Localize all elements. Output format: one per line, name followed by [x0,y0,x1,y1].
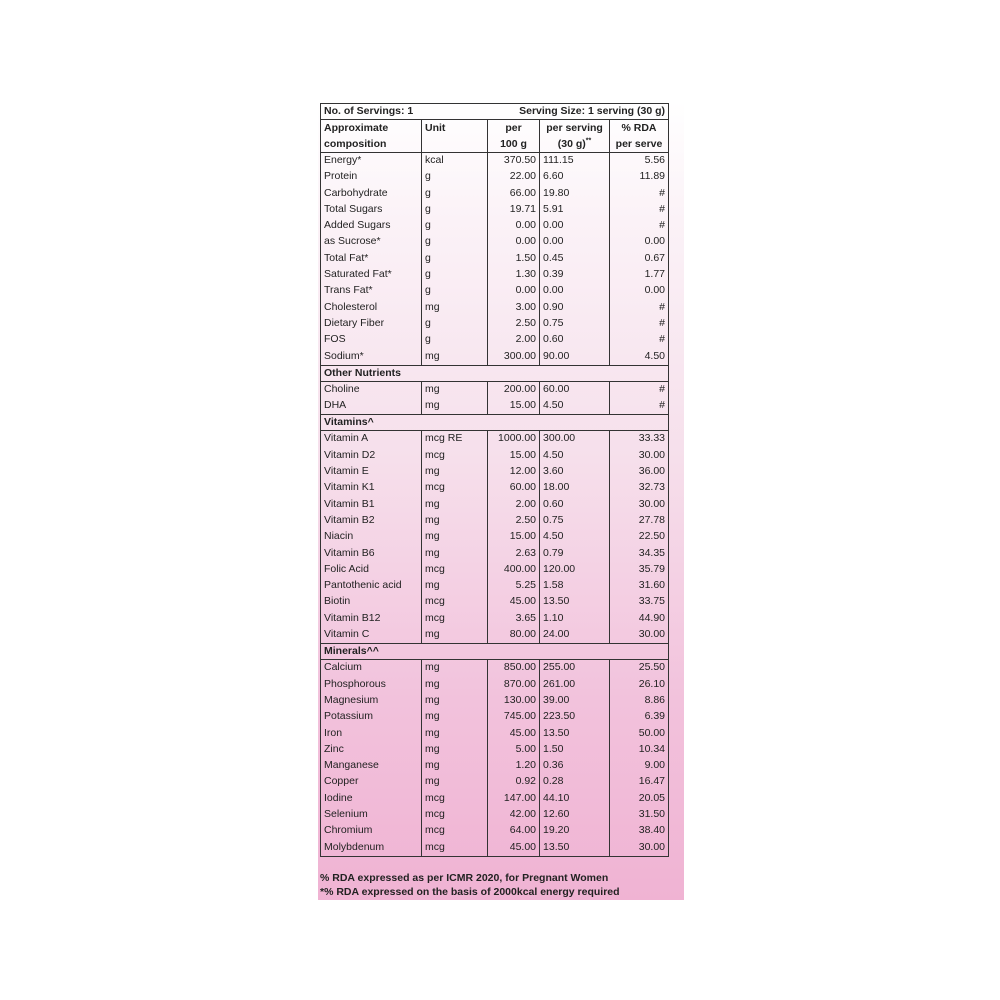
section-header-row [321,415,669,431]
nutrient-per-serving: 0.90 [540,300,610,316]
nutrient-row [321,497,669,513]
nutrient-row [321,611,669,627]
nutrient-row [321,202,669,218]
nutrient-name: Protein [321,169,422,185]
nutrient-rda: 20.05 [610,791,669,807]
section-header-row [321,644,669,660]
nutrient-rda: 22.50 [610,529,669,545]
nutrient-rda: # [610,300,669,316]
servings-row [321,104,669,120]
nutrient-per-100g: 147.00 [488,791,540,807]
nutrient-row [321,186,669,202]
nutrient-per-100g: 15.00 [488,529,540,545]
nutrient-row [321,218,669,234]
nutrient-name: Iron [321,726,422,742]
nutrient-name: Manganese [321,758,422,774]
nutrient-row [321,267,669,283]
nutrient-name: Energy* [321,153,422,170]
nutrient-per-serving: 4.50 [540,448,610,464]
nutrient-row [321,726,669,742]
nutrient-rda: 10.34 [610,742,669,758]
nutrient-name: Vitamin K1 [321,480,422,496]
nutrient-per-serving: 13.50 [540,840,610,857]
nutrient-name: Zinc [321,742,422,758]
nutrient-per-100g: 60.00 [488,480,540,496]
nutrient-per-100g: 0.00 [488,234,540,250]
column-header-row-2 [321,136,669,153]
nutrient-name: Biotin [321,594,422,610]
nutrient-unit: mg [422,758,488,774]
col-per100-line1: per [488,120,540,137]
nutrient-per-serving: 13.50 [540,726,610,742]
nutrient-per-serving: 255.00 [540,660,610,677]
nutrient-per-100g: 5.25 [488,578,540,594]
nutrient-unit: mg [422,381,488,398]
nutrient-name: Potassium [321,709,422,725]
col-perserving-text: (30 g) [557,138,586,150]
nutrient-row [321,807,669,823]
nutrient-name: Total Sugars [321,202,422,218]
nutrient-per-serving: 0.79 [540,546,610,562]
nutrient-unit: mcg [422,480,488,496]
nutrient-unit: g [422,283,488,299]
nutrient-rda: 30.00 [610,448,669,464]
nutrient-per-100g: 22.00 [488,169,540,185]
nutrient-rda: 9.00 [610,758,669,774]
col-composition-line1: Approximate [321,120,422,137]
nutrient-rda: 4.50 [610,349,669,366]
nutrient-per-serving: 39.00 [540,693,610,709]
nutrient-rda: 0.00 [610,283,669,299]
nutrient-unit: mg [422,627,488,644]
nutrient-rda: # [610,316,669,332]
nutrient-unit: g [422,251,488,267]
nutrient-per-serving: 111.15 [540,153,610,170]
nutrient-per-100g: 80.00 [488,627,540,644]
nutrient-unit: mg [422,693,488,709]
nutrient-row [321,283,669,299]
nutrient-unit: mg [422,546,488,562]
nutrient-name: as Sucrose* [321,234,422,250]
nutrient-rda: 0.67 [610,251,669,267]
nutrient-rda: 30.00 [610,840,669,857]
nutrient-rda: 33.33 [610,431,669,448]
nutrient-row [321,840,669,857]
section-title: Minerals^^ [321,644,669,660]
nutrient-unit: g [422,218,488,234]
nutrient-unit: mcg [422,611,488,627]
section-title: Vitamins^ [321,415,669,431]
nutrient-per-serving: 60.00 [540,381,610,398]
footnotes [320,871,682,899]
nutrient-name: Vitamin B1 [321,497,422,513]
nutrient-unit: mg [422,578,488,594]
nutrient-per-serving: 0.45 [540,251,610,267]
nutrient-per-serving: 0.75 [540,316,610,332]
col-rda-line1: % RDA [610,120,669,137]
nutrient-row [321,398,669,415]
nutrient-unit: mg [422,677,488,693]
nutrient-rda: 44.90 [610,611,669,627]
nutrient-row [321,791,669,807]
nutrient-unit: mg [422,529,488,545]
nutrient-unit: mg [422,726,488,742]
nutrient-row [321,153,669,170]
nutrient-row [321,677,669,693]
nutrient-per-100g: 3.65 [488,611,540,627]
nutrient-unit: mg [422,300,488,316]
nutrient-rda: 27.78 [610,513,669,529]
nutrient-name: Vitamin D2 [321,448,422,464]
nutrient-row [321,562,669,578]
nutrient-per-serving: 0.00 [540,218,610,234]
nutrient-row [321,480,669,496]
nutrient-per-100g: 45.00 [488,840,540,857]
nutrient-row [321,251,669,267]
nutrient-row [321,349,669,366]
nutrient-name: Vitamin B2 [321,513,422,529]
nutrient-row [321,513,669,529]
nutrient-rda: 31.50 [610,807,669,823]
nutrient-per-serving: 300.00 [540,431,610,448]
nutrient-row [321,234,669,250]
nutrient-name: Carbohydrate [321,186,422,202]
footnote-1: % RDA expressed as per ICMR 2020, for Pregnant Women [320,872,609,884]
nutrient-rda: 31.60 [610,578,669,594]
nutrient-per-serving: 1.10 [540,611,610,627]
nutrient-per-100g: 370.50 [488,153,540,170]
nutrient-per-serving: 0.28 [540,774,610,790]
nutrient-per-100g: 19.71 [488,202,540,218]
nutrient-unit: mcg RE [422,431,488,448]
nutrient-per-100g: 1000.00 [488,431,540,448]
nutrient-unit: mcg [422,840,488,857]
servings-count: No. of Servings: 1 [321,104,488,120]
nutrient-name: Copper [321,774,422,790]
nutrient-name: Selenium [321,807,422,823]
nutrient-per-100g: 1.30 [488,267,540,283]
nutrient-name: Vitamin B6 [321,546,422,562]
nutrient-per-100g: 2.63 [488,546,540,562]
nutrient-row [321,169,669,185]
nutrient-per-serving: 6.60 [540,169,610,185]
nutrient-row [321,578,669,594]
nutrient-per-100g: 870.00 [488,677,540,693]
col-rda-line2: per serve [610,136,669,153]
nutrient-per-serving: 0.00 [540,234,610,250]
nutrient-unit: g [422,186,488,202]
nutrient-unit: g [422,202,488,218]
nutrient-per-serving: 44.10 [540,791,610,807]
nutrient-per-100g: 2.00 [488,332,540,348]
nutrient-name: Vitamin C [321,627,422,644]
col-composition-line2: composition [321,136,422,153]
nutrient-name: FOS [321,332,422,348]
nutrient-per-100g: 0.92 [488,774,540,790]
nutrient-row [321,823,669,839]
nutrient-row [321,529,669,545]
nutrient-rda: # [610,381,669,398]
nutrient-name: Pantothenic acid [321,578,422,594]
nutrient-per-serving: 261.00 [540,677,610,693]
nutrient-name: Total Fat* [321,251,422,267]
nutrient-unit: kcal [422,153,488,170]
nutrient-unit: g [422,332,488,348]
nutrient-rda: 26.10 [610,677,669,693]
nutrient-row [321,546,669,562]
nutrient-per-serving: 0.00 [540,283,610,299]
nutrient-row [321,758,669,774]
nutrient-name: Molybdenum [321,840,422,857]
nutrient-unit: g [422,267,488,283]
nutrient-name: Choline [321,381,422,398]
nutrient-rda: 33.75 [610,594,669,610]
nutrient-per-100g: 12.00 [488,464,540,480]
nutrient-rda: 38.40 [610,823,669,839]
column-header-row-1 [321,120,669,137]
nutrient-name: Chromium [321,823,422,839]
nutrient-rda: 30.00 [610,627,669,644]
nutrient-unit: mg [422,709,488,725]
nutrient-per-100g: 130.00 [488,693,540,709]
col-unit-blank [422,136,488,153]
nutrient-name: Magnesium [321,693,422,709]
nutrient-row [321,774,669,790]
nutrient-rda: 11.89 [610,169,669,185]
nutrient-per-100g: 200.00 [488,381,540,398]
nutrient-per-serving: 1.58 [540,578,610,594]
nutrient-per-serving: 90.00 [540,349,610,366]
nutrient-per-serving: 0.60 [540,332,610,348]
nutrient-row [321,300,669,316]
footnote-2: *% RDA expressed on the basis of 2000kcal energy required [320,886,620,898]
nutrient-per-100g: 15.00 [488,398,540,415]
nutrient-unit: mcg [422,562,488,578]
nutrient-name: Trans Fat* [321,283,422,299]
nutrient-per-100g: 0.00 [488,218,540,234]
nutrient-row [321,448,669,464]
nutrient-unit: mg [422,349,488,366]
nutrient-row [321,709,669,725]
nutrient-per-100g: 45.00 [488,726,540,742]
section-title: Other Nutrients [321,365,669,381]
section-header-row [321,365,669,381]
nutrient-name: Sodium* [321,349,422,366]
nutrient-per-100g: 1.20 [488,758,540,774]
nutrient-unit: mcg [422,791,488,807]
nutrient-unit: mcg [422,594,488,610]
nutrient-per-100g: 2.50 [488,316,540,332]
nutrient-per-100g: 745.00 [488,709,540,725]
nutrient-per-serving: 120.00 [540,562,610,578]
nutrient-per-serving: 4.50 [540,529,610,545]
nutrient-row [321,660,669,677]
nutrient-name: Saturated Fat* [321,267,422,283]
col-perserving-line1: per serving [540,120,610,137]
nutrient-rda: 8.86 [610,693,669,709]
nutrient-per-100g: 300.00 [488,349,540,366]
nutrient-unit: g [422,234,488,250]
nutrient-name: Iodine [321,791,422,807]
nutrient-rda: 30.00 [610,497,669,513]
nutrition-table [320,103,669,857]
nutrient-unit: mg [422,660,488,677]
nutrient-per-100g: 1.50 [488,251,540,267]
col-per100-line2: 100 g [488,136,540,153]
nutrient-per-100g: 45.00 [488,594,540,610]
nutrient-rda: 0.00 [610,234,669,250]
nutrient-unit: mg [422,742,488,758]
nutrient-unit: mcg [422,807,488,823]
col-perserving-mark: ** [585,137,592,145]
nutrient-name: Cholesterol [321,300,422,316]
nutrient-rda: 16.47 [610,774,669,790]
nutrient-unit: mg [422,398,488,415]
nutrient-row [321,381,669,398]
nutrient-per-serving: 0.75 [540,513,610,529]
nutrient-unit: mcg [422,823,488,839]
nutrient-row [321,431,669,448]
nutrient-row [321,316,669,332]
nutrient-name: Folic Acid [321,562,422,578]
nutrient-name: Calcium [321,660,422,677]
nutrient-per-100g: 15.00 [488,448,540,464]
nutrition-facts-panel [318,101,684,900]
nutrient-rda: 5.56 [610,153,669,170]
nutrient-row [321,742,669,758]
nutrient-name: Vitamin B12 [321,611,422,627]
nutrient-name: DHA [321,398,422,415]
nutrient-per-serving: 18.00 [540,480,610,496]
nutrient-per-100g: 0.00 [488,283,540,299]
nutrient-per-serving: 0.60 [540,497,610,513]
nutrient-per-100g: 66.00 [488,186,540,202]
nutrient-rda: # [610,186,669,202]
nutrient-per-100g: 2.50 [488,513,540,529]
nutrient-name: Vitamin E [321,464,422,480]
nutrient-per-serving: 223.50 [540,709,610,725]
nutrient-rda: 35.79 [610,562,669,578]
nutrient-per-serving: 0.39 [540,267,610,283]
nutrient-per-100g: 5.00 [488,742,540,758]
nutrient-name: Dietary Fiber [321,316,422,332]
nutrient-row [321,594,669,610]
nutrient-name: Added Sugars [321,218,422,234]
nutrient-row [321,693,669,709]
nutrient-row [321,464,669,480]
nutrient-per-100g: 400.00 [488,562,540,578]
nutrient-unit: mg [422,497,488,513]
nutrient-rda: # [610,202,669,218]
nutrient-rda: 34.35 [610,546,669,562]
nutrient-row [321,332,669,348]
nutrient-per-100g: 42.00 [488,807,540,823]
nutrient-rda: # [610,218,669,234]
nutrient-per-serving: 1.50 [540,742,610,758]
nutrient-per-serving: 19.20 [540,823,610,839]
nutrient-per-serving: 5.91 [540,202,610,218]
nutrient-per-serving: 24.00 [540,627,610,644]
nutrient-name: Phosphorous [321,677,422,693]
nutrient-unit: mg [422,513,488,529]
nutrient-unit: mcg [422,448,488,464]
nutrient-per-serving: 0.36 [540,758,610,774]
nutrient-per-serving: 19.80 [540,186,610,202]
nutrient-rda: # [610,332,669,348]
nutrient-per-100g: 3.00 [488,300,540,316]
nutrient-unit: g [422,169,488,185]
nutrient-rda: 6.39 [610,709,669,725]
nutrient-rda: # [610,398,669,415]
nutrient-rda: 1.77 [610,267,669,283]
nutrient-rda: 50.00 [610,726,669,742]
nutrient-row [321,627,669,644]
nutrient-unit: mg [422,464,488,480]
nutrient-per-100g: 2.00 [488,497,540,513]
nutrient-unit: mg [422,774,488,790]
nutrient-rda: 36.00 [610,464,669,480]
nutrient-rda: 25.50 [610,660,669,677]
serving-size: Serving Size: 1 serving (30 g) [488,104,669,120]
nutrient-per-serving: 13.50 [540,594,610,610]
col-unit: Unit [422,120,488,137]
nutrient-per-serving: 4.50 [540,398,610,415]
nutrient-per-100g: 850.00 [488,660,540,677]
nutrient-rda: 32.73 [610,480,669,496]
nutrient-name: Vitamin A [321,431,422,448]
nutrient-per-100g: 64.00 [488,823,540,839]
nutrient-per-serving: 3.60 [540,464,610,480]
nutrient-unit: g [422,316,488,332]
nutrient-name: Niacin [321,529,422,545]
col-perserving-line2 [540,136,610,153]
nutrient-per-serving: 12.60 [540,807,610,823]
